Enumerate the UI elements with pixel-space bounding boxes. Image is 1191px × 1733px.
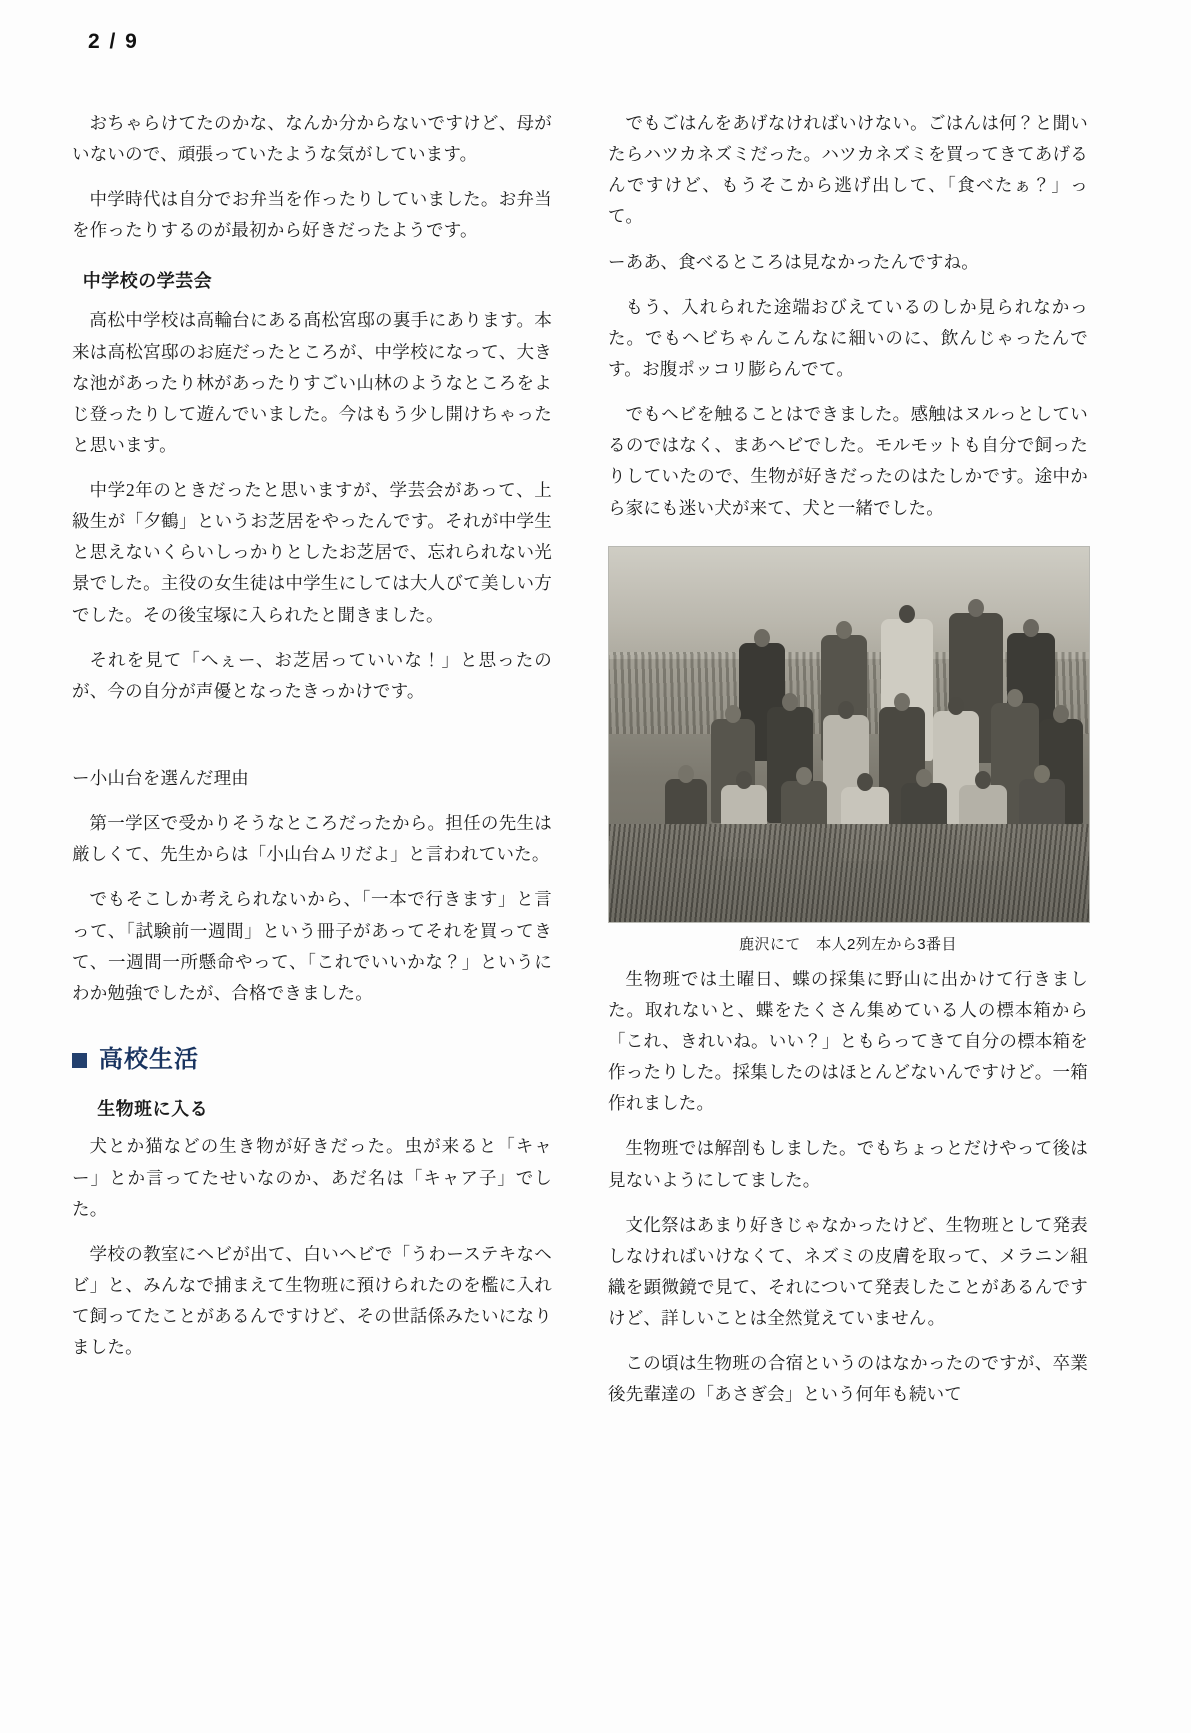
subheading-seibutsuhan: 生物班に入る bbox=[97, 1098, 209, 1119]
paragraph: 文化祭はあまり好きじゃなかったけど、生物班として発表しなければいけなくて、ネズミの皮膚を取って、メラニン組織を顕微鏡で見て、それについて発表したことがあるんですけど、詳しいことは全然覚えていません。 bbox=[608, 1214, 1088, 1329]
paragraph: この頃は生物班の合宿というのはなかったのですが、卒業後先輩達の「あさぎ会」という何年も続いて bbox=[608, 1353, 1088, 1405]
page-number: 2 / 9 bbox=[88, 30, 139, 53]
subheading-chugakko-gakugeikai: 中学校の学芸会 bbox=[82, 270, 213, 291]
paragraph: おちゃらけてたのかな、なんか分からないですけど、母がいないので、頑張っていたような気がしています。 bbox=[72, 113, 552, 165]
paragraph: それを見て「へぇー、お芝居っていいな！」と思ったのが、今の自分が声優となったきっかけです。 bbox=[72, 649, 552, 701]
paragraph: もう、入れられた途端おびえているのしか見られなかった。でもヘビちゃんこんなに細いのに、飲んじゃったんです。お腹ポッコリ膨らんでて。 bbox=[608, 296, 1088, 379]
photo-caption: 鹿沢にて 本人2列左から3番目 bbox=[739, 935, 957, 953]
question-line: ーああ、食べるところは見なかったんですね。 bbox=[608, 251, 979, 272]
paragraph-spacer bbox=[72, 721, 552, 763]
paragraph: でもそこしか考えられないから、「一本で行きます」と言って、「試験前一週間」という冊子があってそれを買ってきて、一週間一所懸命やって、「これでいいかな？」というにわか勉強でしたが、合格できました。 bbox=[72, 889, 552, 1003]
paragraph: でもごはんをあげなければいけない。ごはんは何？と聞いたらハツカネズミだった。ハツカネズミを買ってきてあげるんですけど、もうそこから逃げ出して、「食べたぁ？」って。 bbox=[608, 113, 1088, 227]
square-bullet-icon bbox=[72, 1053, 87, 1068]
photo-figure bbox=[608, 546, 1088, 954]
paragraph: 生物班では土曜日、蝶の採集に野山に出かけて行きました。取れないと、蝶をたくさん集めている人の標本箱から「これ、きれいね。いい？」ともらってきて自分の標本箱を作ったりした。採集したのはほとんどないんですけど。一箱作れました。 bbox=[608, 968, 1088, 1114]
paragraph: 高松中学校は高輪台にある髙松宮邸の裏手にあります。本来は高松宮邸のお庭だったところが、中学校になって、大きな池があったり林があったりすごい山林のようなところをよじ登ったりして遊んでいました。今はもう少し開けちゃったと思います。 bbox=[72, 310, 552, 455]
paragraph: 第一学区で受かりそうなところだったから。担任の先生は厳しくて、先生からは「小山台ムリだよ」と言われていた。 bbox=[72, 813, 552, 865]
right-column bbox=[608, 108, 1088, 1693]
paragraph: 学校の教室にヘビが出て、白いヘビで「うわーステキなヘビ」と、みんなで捕まえて生物班に預けられたのを檻に入れて飼ってたことがあるんですけど、その世話係みたいになりました。 bbox=[72, 1243, 552, 1358]
photo-grass-foreground bbox=[609, 824, 1089, 922]
section-heading-koko-seikatsu bbox=[72, 1043, 552, 1077]
paragraph: 犬とか猫などの生き物が好きだった。虫が来ると「キャー」とか言ってたせいなのか、あだ名は「キャア子」でした。 bbox=[72, 1136, 552, 1219]
group-photo-image bbox=[608, 546, 1090, 923]
two-column-body bbox=[72, 108, 1119, 1693]
paragraph: 生物班では解剖もしました。でもちょっとだけやって後は見ないようにしてました。 bbox=[608, 1138, 1088, 1190]
question-line: ー小山台を選んだ理由 bbox=[72, 768, 249, 789]
paragraph: でもヘビを触ることはできました。感触はヌルっとしているのではなく、まあヘビでした。モルモットも自分で飼ったりしていたので、生物が好きだったのはたしかです。途中から家にも迷い犬が来て、犬と一緒でした。 bbox=[608, 404, 1088, 518]
paragraph: 中学2年のときだったと思いますが、学芸会があって、上級生が「夕鶴」というお芝居をやったんです。それが中学生と思えないくらいしっかりとしたお芝居で、忘れられない光景でした。主役の女生徒は中学生にしては大人びて美しい方でした。その後宝塚に入られたと聞きました。 bbox=[72, 480, 552, 625]
section-heading-label: 高校生活 bbox=[99, 1046, 199, 1074]
paragraph: 中学時代は自分でお弁当を作ったりしていました。お弁当を作ったりするのが最初から好きだったようです。 bbox=[72, 189, 552, 241]
left-column bbox=[72, 108, 552, 1693]
